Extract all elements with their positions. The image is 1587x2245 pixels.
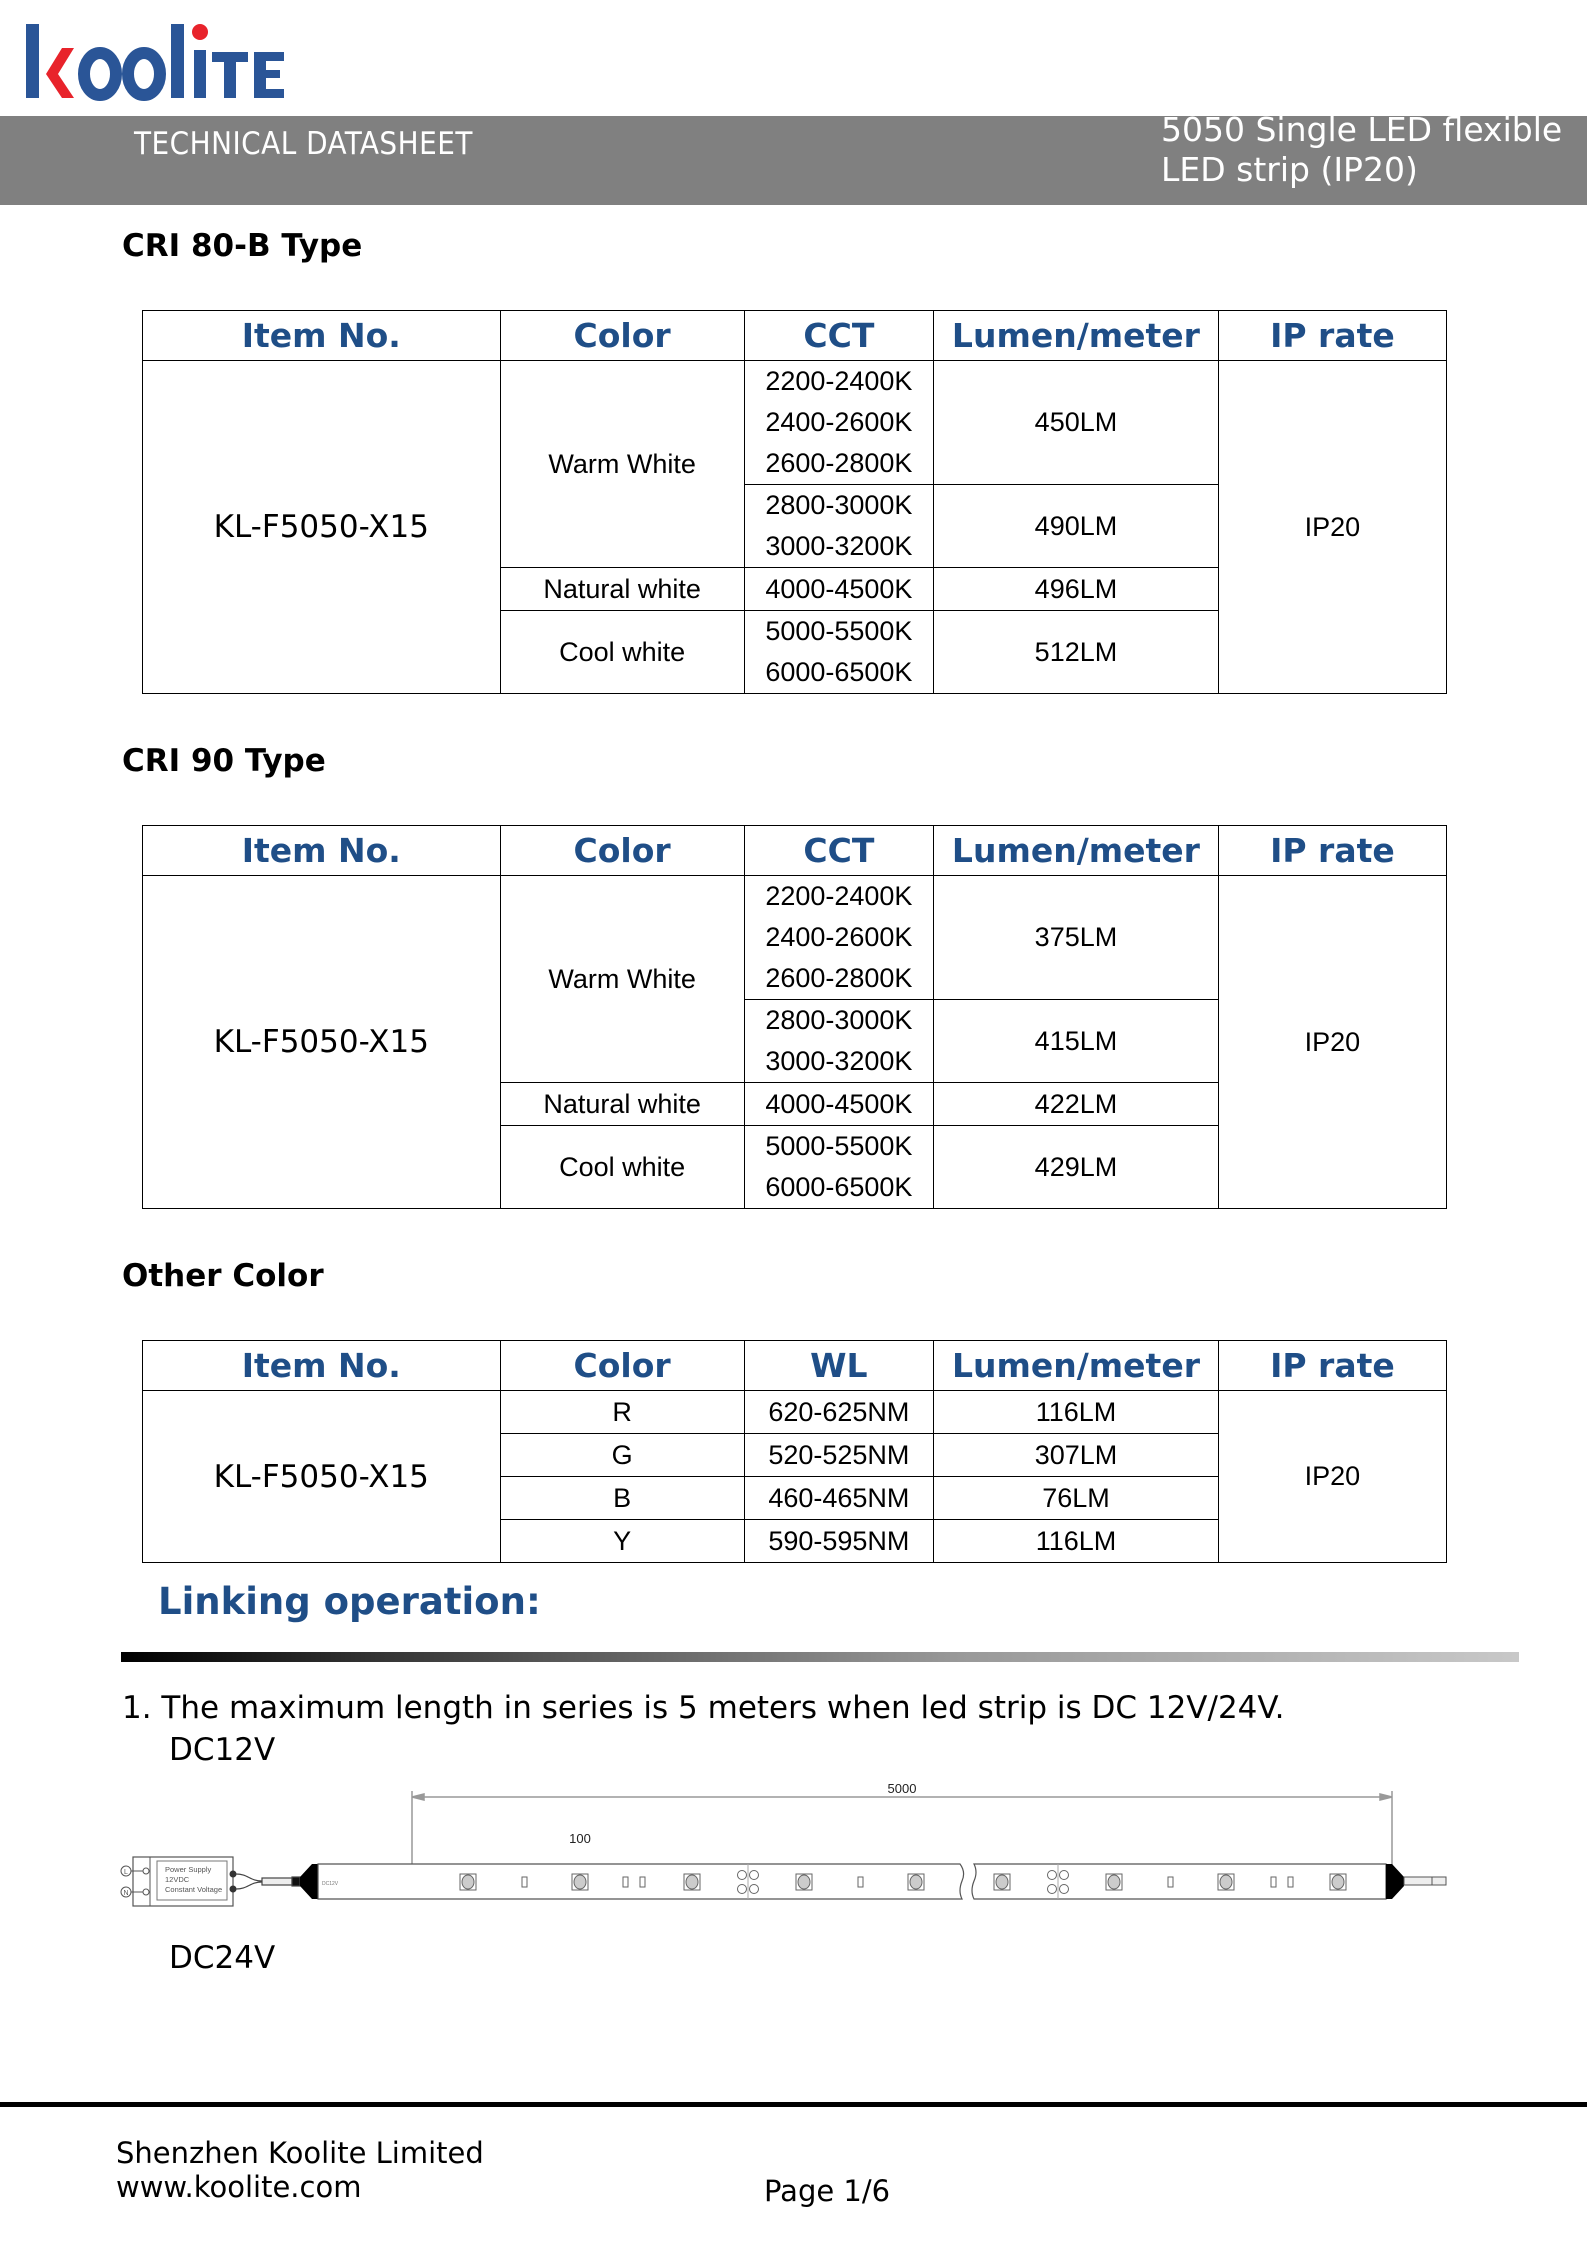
cct-cell: 2600-2800K <box>744 958 933 1000</box>
table-header-row <box>143 311 1447 361</box>
header-ip-rate: IP rate <box>1218 826 1446 876</box>
cct-cell: 4000-4500K <box>744 1083 933 1126</box>
item-no-cell: KL-F5050-X15 <box>143 1391 501 1563</box>
section-title-cri90: CRI 90 Type <box>122 743 326 779</box>
dimension-100-label: 100 <box>569 1831 591 1846</box>
solder-pad-icon <box>750 1885 759 1894</box>
cct-cell: 6000-6500K <box>744 1167 933 1209</box>
table-row <box>143 361 1447 403</box>
header-color: Color <box>500 826 744 876</box>
led-lens-icon <box>910 1875 922 1889</box>
table-row <box>143 876 1447 918</box>
header-lumen: Lumen/meter <box>934 826 1219 876</box>
header-item-no: Item No. <box>143 311 501 361</box>
color-cell: Warm White <box>500 361 744 568</box>
solder-pad-icon <box>1048 1885 1057 1894</box>
cct-cell: 2800-3000K <box>744 1000 933 1042</box>
resistor-icon <box>522 1877 527 1887</box>
lumen-cell: 429LM <box>934 1126 1219 1209</box>
item-no-cell: KL-F5050-X15 <box>143 361 501 694</box>
dimension-5000-label: 5000 <box>887 1781 917 1796</box>
table-header-row <box>143 1341 1447 1391</box>
cct-cell: 2200-2400K <box>744 361 933 403</box>
linking-operation-title: Linking operation: <box>158 1580 541 1623</box>
cct-cell: 3000-3200K <box>744 1041 933 1083</box>
input-cable <box>236 1874 300 1889</box>
solder-pad-icon <box>738 1871 747 1880</box>
solder-pad-icon <box>1048 1871 1057 1880</box>
led-lens-icon <box>1332 1875 1344 1889</box>
product-name <box>1161 110 1562 190</box>
dc12v-label: DC12V <box>169 1732 276 1768</box>
solder-pad-icon <box>750 1871 759 1880</box>
ip-rate-cell: IP20 <box>1218 361 1446 694</box>
footer-company-info <box>116 2136 484 2204</box>
page-number: Page 1/6 <box>764 2174 891 2208</box>
cri90-table <box>142 825 1447 1209</box>
header-lumen: Lumen/meter <box>934 1341 1219 1391</box>
color-cell: Cool white <box>500 611 744 694</box>
color-cell: B <box>500 1477 744 1520</box>
resistor-icon <box>1288 1877 1293 1887</box>
lumen-cell: 450LM <box>934 361 1219 485</box>
header-color: Color <box>500 311 744 361</box>
header-item-no: Item No. <box>143 1341 501 1391</box>
wl-cell: 520-525NM <box>744 1434 933 1477</box>
cct-cell: 2400-2600K <box>744 402 933 443</box>
strip-marking: DC12V <box>322 1881 339 1887</box>
solder-pad-icon <box>1060 1871 1069 1880</box>
wl-cell: 620-625NM <box>744 1391 933 1434</box>
product-name-line2: LED strip (IP20) <box>1161 150 1418 189</box>
lumen-cell: 496LM <box>934 568 1219 611</box>
terminal-n: N <box>123 1890 129 1897</box>
led-lens-icon <box>686 1875 698 1889</box>
left-connector-icon <box>300 1864 318 1899</box>
lumen-cell: 116LM <box>934 1391 1219 1434</box>
ip-rate-cell: IP20 <box>1218 876 1446 1209</box>
right-connector-icon <box>1386 1864 1404 1899</box>
linking-instruction-1: 1. The maximum length in series is 5 meters when led strip is DC 12V/24V. <box>122 1690 1285 1726</box>
ip-rate-cell: IP20 <box>1218 1391 1446 1563</box>
company-name: Shenzhen Koolite Limited <box>116 2136 484 2170</box>
resistor-icon <box>623 1877 628 1887</box>
cri80-table <box>142 310 1447 694</box>
lumen-cell: 415LM <box>934 1000 1219 1083</box>
color-cell: G <box>500 1434 744 1477</box>
resistor-icon <box>858 1877 863 1887</box>
cct-cell: 2200-2400K <box>744 876 933 918</box>
cct-cell: 2800-3000K <box>744 485 933 527</box>
header-ip-rate: IP rate <box>1218 311 1446 361</box>
cct-cell: 2600-2800K <box>744 443 933 485</box>
psu-line-2: 12VDC <box>165 1875 190 1884</box>
cct-cell: 4000-4500K <box>744 568 933 611</box>
footer-divider <box>0 2102 1587 2107</box>
koolite-logo <box>24 18 314 102</box>
terminal-l: L <box>124 1869 128 1876</box>
led-lens-icon <box>996 1875 1008 1889</box>
psu-line-3: Constant Voltage <box>165 1885 223 1894</box>
item-no-cell: KL-F5050-X15 <box>143 876 501 1209</box>
header-item-no: Item No. <box>143 826 501 876</box>
resistor-icon <box>1168 1877 1173 1887</box>
cct-cell: 5000-5500K <box>744 611 933 653</box>
led-strip-segment-2 <box>972 1864 1386 1899</box>
company-website[interactable]: www.koolite.com <box>116 2170 362 2204</box>
led-lens-icon <box>798 1875 810 1889</box>
other-color-table <box>142 1340 1447 1563</box>
lumen-cell: 422LM <box>934 1083 1219 1126</box>
header-wl: WL <box>744 1341 933 1391</box>
table-header-row <box>143 826 1447 876</box>
color-cell: Y <box>500 1520 744 1563</box>
lumen-cell: 490LM <box>934 485 1219 568</box>
psu-line-1: Power Supply <box>165 1865 212 1874</box>
header-ip-rate: IP rate <box>1218 1341 1446 1391</box>
output-cable <box>1404 1877 1446 1885</box>
cct-cell: 3000-3200K <box>744 526 933 568</box>
resistor-icon <box>640 1877 645 1887</box>
lumen-cell: 375LM <box>934 876 1219 1000</box>
logo-icon <box>24 18 314 104</box>
cct-cell: 2400-2600K <box>744 917 933 958</box>
lumen-cell: 76LM <box>934 1477 1219 1520</box>
solder-pad-icon <box>738 1885 747 1894</box>
color-cell: Natural white <box>500 1083 744 1126</box>
lumen-cell: 116LM <box>934 1520 1219 1563</box>
resistor-icon <box>1271 1877 1276 1887</box>
dc24v-label: DC24V <box>169 1940 276 1976</box>
wiring-diagram <box>0 1775 1587 1925</box>
color-cell: Natural white <box>500 568 744 611</box>
product-name-line1: 5050 Single LED flexible <box>1161 110 1563 149</box>
led-lens-icon <box>1220 1875 1232 1889</box>
led-lens-icon <box>1108 1875 1120 1889</box>
led-lens-icon <box>462 1875 474 1889</box>
header-cct: CCT <box>744 311 933 361</box>
color-cell: Warm White <box>500 876 744 1083</box>
solder-pad-icon <box>1060 1885 1069 1894</box>
document-title: TECHNICAL DATASHEET <box>134 126 473 162</box>
section-title-cri80: CRI 80-B Type <box>122 228 363 264</box>
section-divider <box>121 1652 1519 1662</box>
cct-cell: 6000-6500K <box>744 652 933 694</box>
color-cell: R <box>500 1391 744 1434</box>
lumen-cell: 512LM <box>934 611 1219 694</box>
cct-cell: 5000-5500K <box>744 1126 933 1168</box>
power-supply-icon <box>121 1857 237 1906</box>
section-title-other-color: Other Color <box>122 1258 324 1294</box>
header-cct: CCT <box>744 826 933 876</box>
led-lens-icon <box>574 1875 586 1889</box>
table-row <box>143 1391 1447 1434</box>
wl-cell: 460-465NM <box>744 1477 933 1520</box>
wl-cell: 590-595NM <box>744 1520 933 1563</box>
header-color: Color <box>500 1341 744 1391</box>
lumen-cell: 307LM <box>934 1434 1219 1477</box>
color-cell: Cool white <box>500 1126 744 1209</box>
header-lumen: Lumen/meter <box>934 311 1219 361</box>
